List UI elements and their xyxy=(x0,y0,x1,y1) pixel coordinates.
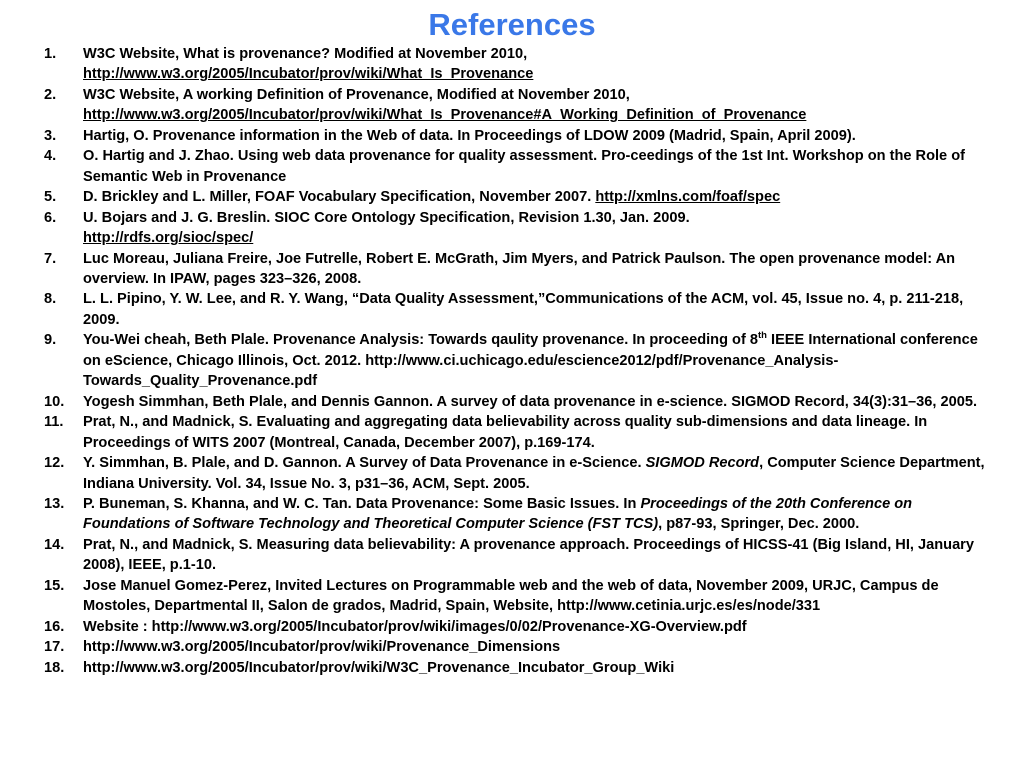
reference-item xyxy=(0,535,1024,576)
reference-item xyxy=(0,453,1024,494)
reference-item xyxy=(0,576,1024,617)
reference-item xyxy=(0,249,1024,290)
reference-text xyxy=(83,394,977,410)
reference-text-rest: , p87-93, Springer, Dec. 2000. xyxy=(658,516,860,533)
reference-text-main: Website : http://www.w3.org/2005/Incubator/prov/wiki/images/0/02/Provenance-XG-Overview.pdf xyxy=(83,618,747,635)
reference-text xyxy=(83,210,690,246)
reference-number: 2. xyxy=(44,86,57,103)
reference-italic-title: SIGMOD Record xyxy=(645,455,760,472)
reference-item xyxy=(0,637,1024,657)
reference-link[interactable]: http://xmlns.com/foaf/spec xyxy=(595,189,781,206)
reference-number: 18. xyxy=(44,659,65,676)
reference-number: 17. xyxy=(44,639,65,656)
reference-text-rest: , Computer Science Department, Indiana University. Vol. 34, Issue No. 3, p31–36, ACM, Sept. 2005. xyxy=(83,455,985,492)
reference-number: 15. xyxy=(44,577,65,594)
reference-number: 8. xyxy=(44,291,57,308)
reference-text-main: Yogesh Simmhan, Beth Plale, and Dennis Gannon. A survey of data provenance in e-science. SIGMOD Record, 34(3):31–36, 2005. xyxy=(83,393,978,410)
reference-text xyxy=(83,414,927,450)
reference-number: 3. xyxy=(44,127,57,144)
reference-text xyxy=(83,496,912,532)
reference-number: 11. xyxy=(44,414,64,431)
reference-text-main: Jose Manuel Gomez-Perez, Invited Lectures on Programmable web and the web of data, November 2009, URJC, Campus de Mostoles, Departmental II, Salon de grados, Madrid, Spain, Website, http://www.cetinia.urjc.es/es/node/331 xyxy=(83,577,939,615)
reference-number: 9. xyxy=(44,332,57,349)
reference-text xyxy=(83,578,939,614)
reference-text xyxy=(83,46,533,82)
reference-link[interactable]: http://www.w3.org/2005/Incubator/prov/wiki/What_Is_Provenance xyxy=(83,66,534,83)
reference-text-main: http://www.w3.org/2005/Incubator/prov/wiki/W3C_Provenance_Incubator_Group_Wiki xyxy=(83,659,675,676)
reference-item xyxy=(0,289,1024,330)
reference-text-main: Prat, N., and Madnick, S. Evaluating and aggregating data believability across quality sub-dimensions and data lineage. In Proceedings of WITS 2007 (Montreal, Canada, December 2007), p.169-174. xyxy=(83,414,928,451)
reference-item xyxy=(0,392,1024,412)
reference-text-main: Hartig, O. Provenance information in the Web of data. In Proceedings of LDOW 2009 (Madrid, Spain, April 2009). xyxy=(83,127,856,144)
reference-text-main: W3C Website, What is provenance? Modified at November 2010, xyxy=(83,46,528,62)
reference-text-main: O. Hartig and J. Zhao. Using web data provenance for quality assessment. Pro-ceedings of the 1st Int. Workshop on the Role of Semantic Web in Provenance xyxy=(83,148,965,185)
reference-text-main: L. L. Pipino, Y. W. Lee, and R. Y. Wang, “Data Quality Assessment,”Communications of the ACM, vol. 45, Issue no. 4, p. 211-218, 2009. xyxy=(83,291,964,328)
reference-text-rest: IEEE International conference on eScience, Chicago Illinois, Oct. 2012. http://www.ci.uchicago.edu/escience2012/pdf/Provenance_Analysis-Towards_Quality_Provenance.pdf xyxy=(83,332,978,390)
reference-item xyxy=(0,85,1024,126)
reference-text-main: D. Brickley and L. Miller, FOAF Vocabulary Specification, November 2007. xyxy=(83,189,592,206)
reference-number: 10. xyxy=(44,393,65,410)
reference-italic-title: Proceedings of the 20th Conference on Foundations of Software Technology and Theoretical Computer Science (FST TCS) xyxy=(83,495,913,533)
reference-number: 1. xyxy=(44,46,57,62)
reference-text-main: Luc Moreau, Juliana Freire, Joe Futrelle, Robert E. McGrath, Jim Myers, and Patrick Paulson. The open provenance model: An overview. In IPAW, pages 323–326, 2008. xyxy=(83,250,956,287)
reference-text xyxy=(83,639,560,655)
reference-number: 13. xyxy=(44,495,65,512)
reference-number: 12. xyxy=(44,455,65,472)
reference-item xyxy=(0,494,1024,535)
reference-link[interactable]: http://www.w3.org/2005/Incubator/prov/wiki/What_Is_Provenance#A_Working_Definition_of_Provenance xyxy=(83,107,807,124)
reference-number: 6. xyxy=(44,209,57,226)
reference-item xyxy=(0,330,1024,391)
reference-text xyxy=(83,291,963,327)
reference-link[interactable]: http://rdfs.org/sioc/spec/ xyxy=(83,230,254,247)
reference-item xyxy=(0,146,1024,187)
reference-item xyxy=(0,658,1024,678)
reference-text-main: You-Wei cheah, Beth Plale. Provenance Analysis: Towards qaulity provenance. In proceeding of 8 xyxy=(83,332,758,349)
reference-item xyxy=(0,208,1024,249)
reference-text xyxy=(83,251,955,287)
reference-number: 16. xyxy=(44,618,65,635)
reference-item xyxy=(0,187,1024,207)
reference-number: 14. xyxy=(44,536,65,553)
reference-text xyxy=(83,332,978,389)
reference-text xyxy=(83,455,985,491)
reference-item xyxy=(0,126,1024,146)
page-title: References xyxy=(428,7,596,42)
reference-text-main: P. Buneman, S. Khanna, and W. C. Tan. Data Provenance: Some Basic Issues. In xyxy=(83,495,641,512)
reference-text xyxy=(83,619,747,635)
reference-text-main: U. Bojars and J. G. Breslin. SIOC Core Ontology Specification, Revision 1.30, Jan. 2009. xyxy=(83,209,690,226)
reference-number: 4. xyxy=(44,148,57,165)
reference-item xyxy=(0,412,1024,453)
reference-item xyxy=(0,617,1024,637)
reference-text xyxy=(83,148,965,184)
reference-number: 7. xyxy=(44,250,57,267)
reference-item xyxy=(0,44,1024,85)
reference-text xyxy=(83,189,780,205)
reference-text-main: W3C Website, A working Definition of Provenance, Modified at November 2010, xyxy=(83,86,630,103)
reference-text-main: http://www.w3.org/2005/Incubator/prov/wiki/Provenance_Dimensions xyxy=(83,639,561,656)
reference-text-main: Y. Simmhan, B. Plale, and D. Gannon. A Survey of Data Provenance in e-Science. xyxy=(83,455,646,472)
reference-number: 5. xyxy=(44,189,57,206)
reference-text xyxy=(83,87,806,123)
reference-text xyxy=(83,537,974,573)
reference-superscript: th xyxy=(758,330,767,342)
reference-text xyxy=(83,128,856,144)
reference-list xyxy=(0,44,1024,678)
reference-text xyxy=(83,660,674,676)
reference-text-main: Prat, N., and Madnick, S. Measuring data believability: A provenance approach. Proceedings of HICSS-41 (Big Island, HI, January 2008), IEEE, p.1-10. xyxy=(83,536,974,574)
